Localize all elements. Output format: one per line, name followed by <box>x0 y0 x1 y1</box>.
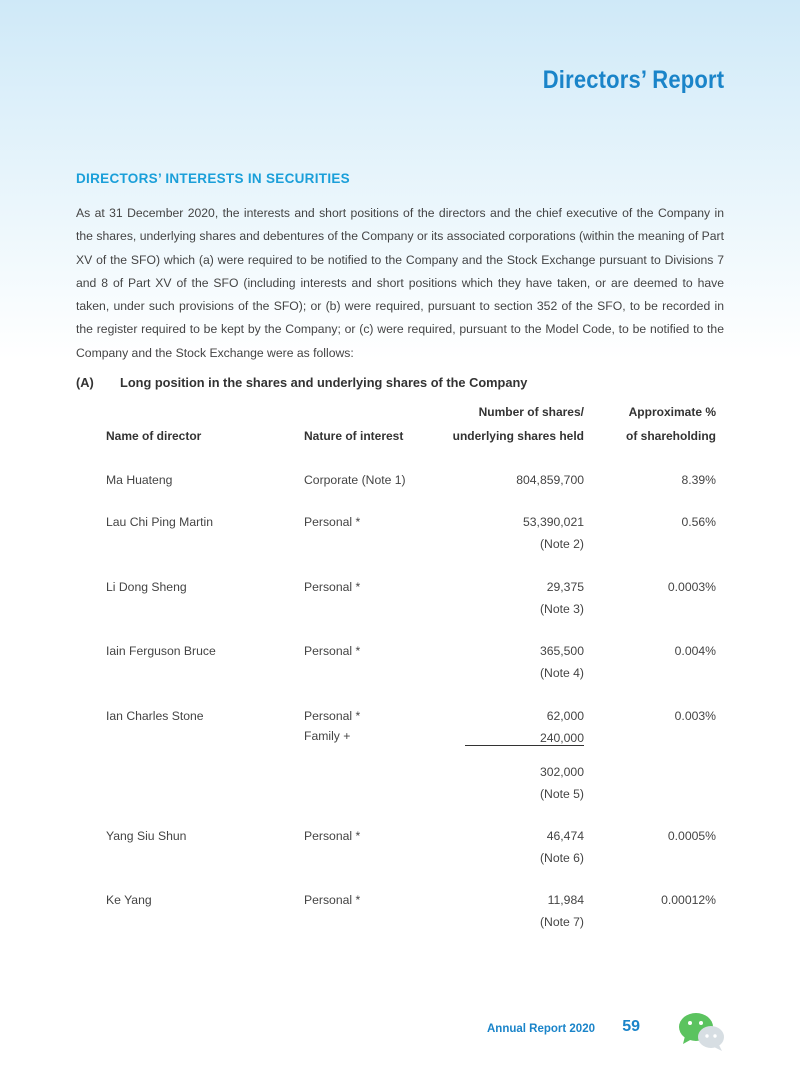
shares-held: 365,500 <box>539 644 584 658</box>
wechat-logo-icon <box>677 1010 727 1057</box>
director-name: Li Dong Sheng <box>106 580 187 594</box>
director-name: Ian Charles Stone <box>106 709 204 723</box>
shares-held: 804,859,700 <box>516 473 584 487</box>
shares-held: 11,984 <box>547 893 584 907</box>
shares-held: 29,375 <box>546 580 584 594</box>
nature-of-interest: Personal * <box>304 893 361 907</box>
shares-held: 53,390,021 <box>523 515 584 529</box>
header-pct-line1: Approximate % <box>628 405 716 419</box>
subtotal-rule <box>465 745 584 746</box>
shares-held: 62,000 <box>546 709 584 723</box>
shareholding-pct: 0.0003% <box>667 580 716 594</box>
nature-of-interest: Personal * <box>304 829 361 843</box>
note-ref: (Note 4) <box>539 666 584 680</box>
section-heading: DIRECTORS’ INTERESTS IN SECURITIES <box>76 171 350 186</box>
subsection-label: (A) <box>76 375 94 390</box>
shareholding-pct: 0.00012% <box>661 893 716 907</box>
note-ref: (Note 6) <box>539 851 584 865</box>
header-name: Name of director <box>106 429 202 443</box>
shares-held-total: 302,000 <box>539 765 584 779</box>
note-ref: (Note 2) <box>539 537 584 551</box>
director-name: Yang Siu Shun <box>106 829 187 843</box>
header-nature: Nature of interest <box>304 429 404 443</box>
header-pct-line2: of shareholding <box>626 429 716 443</box>
nature-of-interest: Personal * <box>304 580 361 594</box>
director-name: Ma Huateng <box>106 473 173 487</box>
nature-of-interest-family: Family + <box>304 729 351 743</box>
intro-paragraph: As at 31 December 2020, the interests and short positions of the directors and the chief executive of the Company in the shares, underlying shares and debentures of the Company or its associated corporations (within the meaning of Part XV of the SFO) which (a) were required to be notified to the Company and the Stock Exchange pursuant to Divisions 7 and 8 of Part XV of the SFO (including interests and short positions which they have taken, or are deemed to have taken, under such provisions of the SFO); or (b) were required, pursuant to section 352 of the SFO, to be recorded in the register required to be kept by the Company; or (c) were required, pursuant to the Model Code, to be notified to the Company and the Stock Exchange were as follows: <box>76 206 724 360</box>
shareholding-pct: 0.0005% <box>667 829 716 843</box>
director-name: Iain Ferguson Bruce <box>106 644 216 658</box>
header-shares-line1: Number of shares/ <box>478 405 584 419</box>
note-ref: (Note 5) <box>539 787 584 801</box>
footer-report-label: Annual Report 2020 <box>487 1023 595 1035</box>
header-shares-line2: underlying shares held <box>452 429 584 443</box>
subsection-title: Long position in the shares and underlying shares of the Company <box>120 375 528 390</box>
page-number: 59 <box>622 1018 640 1035</box>
shareholding-pct: 0.56% <box>681 515 716 529</box>
shareholding-pct: 0.004% <box>674 644 716 658</box>
note-ref: (Note 3) <box>539 602 584 616</box>
director-name: Ke Yang <box>106 893 152 907</box>
report-title: Directors’ Report <box>542 66 724 94</box>
nature-of-interest: Personal * <box>304 515 361 529</box>
shares-held: 46,474 <box>546 829 584 843</box>
shareholding-pct: 8.39% <box>681 473 716 487</box>
nature-of-interest: Personal * <box>304 644 361 658</box>
shares-held-family: 240,000 <box>539 731 584 745</box>
note-ref: (Note 7) <box>539 915 584 929</box>
nature-of-interest: Corporate (Note 1) <box>304 473 406 487</box>
shareholding-pct: 0.003% <box>674 709 716 723</box>
nature-of-interest: Personal * <box>304 709 361 723</box>
director-name: Lau Chi Ping Martin <box>106 515 214 529</box>
subsection-heading <box>76 375 724 390</box>
